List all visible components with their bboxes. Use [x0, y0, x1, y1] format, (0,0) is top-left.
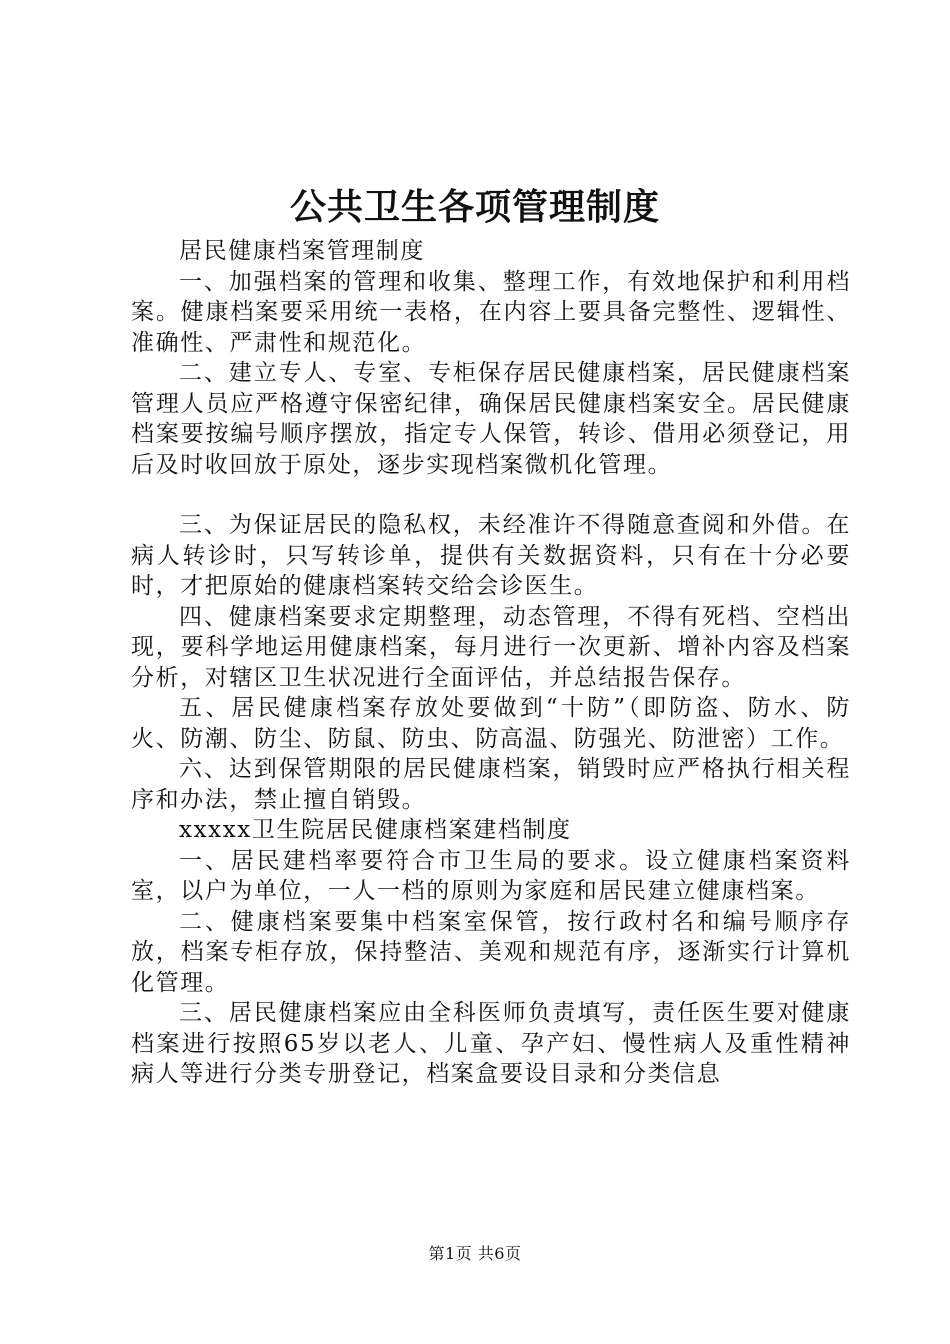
paragraph-item-6: 六、达到保管期限的居民健康档案，销毁时应严格执行相关程序和办法，禁止擅自销毁。 — [131, 756, 851, 813]
page-number-footer: 第1页 共6页 — [428, 1244, 522, 1263]
paragraph-item-7: 一、居民建档率要符合市卫生局的要求。设立健康档案资料室，以户为单位，一人一档的原则为家庭和居民建立健康档案。 — [131, 847, 851, 904]
section-heading-health-records: 居民健康档案管理制度 — [179, 238, 425, 264]
document-body — [131, 236, 851, 1090]
paragraph-item-1: 一、加强档案的管理和收集、整理工作，有效地保护和利用档案。健康档案要采用统一表格，在内容上要具备完整性、逻辑性、准确性、严肃性和规范化。 — [131, 268, 851, 356]
paragraph-item-3: 三、为保证居民的隐私权，未经准许不得随意查阅和外借。在病人转诊时，只写转诊单，提供有关数据资料，只有在十分必要时，才把原始的健康档案转交给会诊医生。 — [131, 512, 851, 599]
paragraph-item-4: 四、健康档案要求定期整理，动态管理，不得有死档、空档出现，要科学地运用健康档案，每月进行一次更新、增补内容及档案分析，对辖区卫生状况进行全面评估，并总结报告保存。 — [131, 603, 851, 691]
paragraph-item-5: 五、居民健康档案存放处要做到“十防”（即防盗、防水、防火、防潮、防尘、防鼠、防虫、防高温、防强光、防泄密）工作。 — [131, 695, 851, 752]
document-title: 公共卫生各项管理制度 — [289, 186, 660, 228]
section-heading-filing-system: xxxxx卫生院居民健康档案建档制度 — [179, 817, 572, 843]
paragraph-item-9: 三、居民健康档案应由全科医师负责填写，责任医生要对健康档案进行按照65岁以老人、儿童、孕产妇、慢性病人及重性精神病人等进行分类专册登记，档案盒要设目录和分类信息 — [131, 1000, 851, 1087]
paragraph-item-2: 二、建立专人、专室、专柜保存居民健康档案，居民健康档案管理人员应严格遵守保密纪律，确保居民健康档案安全。居民健康档案要按编号顺序摆放，指定专人保管，转诊、借用必须登记，用后及时收回放于原处，逐步实现档案微机化管理。 — [131, 360, 851, 478]
paragraph-gap — [131, 480, 851, 510]
paragraph-item-8: 二、健康档案要集中档案室保管，按行政村名和编号顺序存放，档案专柜存放，保持整洁、美观和规范有序，逐渐实行计算机化管理。 — [131, 908, 851, 996]
